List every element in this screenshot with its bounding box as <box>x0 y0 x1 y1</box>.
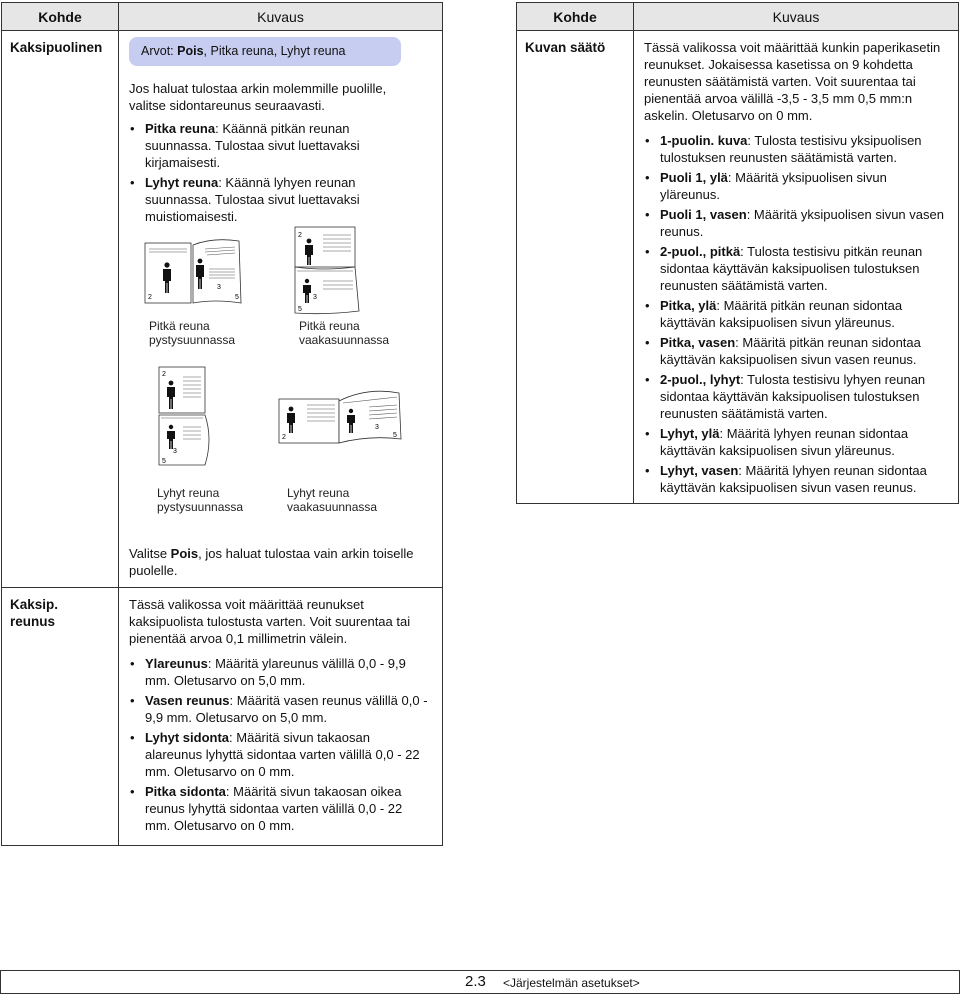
svg-text:5: 5 <box>235 294 239 301</box>
svg-text:2: 2 <box>148 294 152 301</box>
caption-long-edge-landscape: Pitkä reuna vaakasuunnassa <box>299 319 390 347</box>
duplex-outro: Valitse Pois, jos haluat tulostaa vain arkin toiselle puolelle. <box>129 546 414 578</box>
right-spec-table <box>516 2 959 504</box>
list-item: • Lyhyt, ylä: Määritä lyhyen reunan sidontaa käyttävän kaksipuolisen sivun yläreunus. <box>644 425 948 459</box>
row-key-kaksip-reunus: Kaksip. reunus <box>2 588 119 846</box>
row-key-kuvan-saato: Kuvan säätö <box>517 31 634 504</box>
image-adjust-bullets <box>644 132 948 496</box>
svg-text:5: 5 <box>298 306 302 313</box>
svg-text:2: 2 <box>162 371 166 378</box>
list-item: • Puoli 1, vasen: Määritä yksipuolisen sivun vasen reunus. <box>644 206 948 240</box>
list-item: • Lyhyt, vasen: Määritä lyhyen reunan sidontaa käyttävän kaksipuolisen sivun vasen reunus. <box>644 462 948 496</box>
caption-short-edge-landscape: Lyhyt reuna vaakasuunnassa <box>287 486 378 514</box>
long-edge-portrait-illustration <box>143 239 253 311</box>
left-spec-table <box>1 2 443 846</box>
margin-bullets <box>129 655 429 834</box>
svg-text:2: 2 <box>282 434 286 441</box>
caption-long-edge-portrait: Pitkä reuna pystysuunnassa <box>149 319 236 347</box>
caption-short-edge-portrait: Lyhyt reuna pystysuunnassa <box>157 486 244 514</box>
duplex-intro: Jos haluat tulostaa arkin molemmille puolille, valitse sidontareunus seuraavasti. <box>129 81 387 113</box>
list-item: • Pitka, vasen: Määritä pitkän reunan sidontaa käyttävän kaksipuolisen sivun vasen reunus. <box>644 334 948 368</box>
list-item: • Pitka sidonta: Määritä sivun takaosan oikea reunus lyhyttä sidontaa varten välillä 0,0 - 22 mm. Oletusarvo on 0 mm. <box>129 783 429 834</box>
list-item: • Pitka, ylä: Määritä pitkän reunan sidontaa käyttävän kaksipuolisen sivun yläreunus. <box>644 297 948 331</box>
right-header-kuvaus: Kuvaus <box>634 3 959 31</box>
short-edge-landscape-illustration <box>277 389 407 455</box>
list-item: • 2-puol., lyhyt: Tulosta testisivu lyhyen reunan sidontaa käyttävän kaksipuolisen tulostuksen reunusten säätämistä varten. <box>644 371 948 422</box>
chapter-title: <Järjestelmän asetukset> <box>503 976 640 990</box>
list-item: • Vasen reunus: Määritä vasen reunus välillä 0,0 - 9,9 mm. Oletusarvo on 5,0 mm. <box>129 692 429 726</box>
binding-figure <box>129 232 432 539</box>
list-item: • Lyhyt sidonta: Määritä sivun takaosan alareunus lyhyttä sidontaa varten välillä 0,0 - 22 mm. Oletusarvo on 0 mm. <box>129 729 429 780</box>
left-header-kuvaus: Kuvaus <box>119 3 443 31</box>
svg-text:3: 3 <box>217 284 221 291</box>
svg-text:3: 3 <box>173 448 177 455</box>
list-item: • Ylareunus: Määritä ylareunus välillä 0,0 - 9,9 mm. Oletusarvo on 5,0 mm. <box>129 655 429 689</box>
svg-text:3: 3 <box>313 294 317 301</box>
values-pill: Arvot: Pois, Pitka reuna, Lyhyt reuna <box>129 37 401 66</box>
short-edge-portrait-illustration <box>157 365 237 469</box>
row-key-kaksipuolinen: Kaksipuolinen <box>2 31 119 588</box>
long-edge-landscape-illustration <box>293 225 383 317</box>
left-header-kohde: Kohde <box>2 3 119 31</box>
list-item: • 1-puolin. kuva: Tulosta testisivu yksipuolisen tulostuksen reunusten säätämistä varten. <box>644 132 948 166</box>
list-item: • Pitka reuna: Käännä pitkän reunan suunnassa. Tulostaa sivut luettavaksi kirjamaisesti. <box>129 120 409 171</box>
page-number: 2.3 <box>465 973 486 990</box>
right-header-kohde: Kohde <box>517 3 634 31</box>
row-desc-kuvan-saato <box>634 31 959 504</box>
margin-intro: Tässä valikossa voit määrittää reunukset kaksipuolista tulostusta varten. Voit suurentaa tai pienentää arvoa 0,1 millimetrin välein. <box>129 597 411 646</box>
image-adjust-intro: Tässä valikossa voit määrittää kunkin paperikasetin reunukset. Jokaisessa kasetissa on 9 kohdetta reunusten säätämistä varten. Voit suurentaa tai pienentää arvoa välillä -3,5 - 3,5 mm 0,5 mm:n askelin. Oletusarvo on 0 mm. <box>644 40 941 123</box>
list-item: • Lyhyt reuna: Käännä lyhyen reunan suunnassa. Tulostaa sivut luettavaksi muistiomaisesti. <box>129 174 409 225</box>
svg-text:2: 2 <box>298 232 302 239</box>
duplex-bullets <box>129 120 409 225</box>
svg-text:5: 5 <box>393 432 397 439</box>
page-footer <box>0 970 960 994</box>
row-desc-kaksip-reunus <box>119 588 443 846</box>
svg-text:5: 5 <box>162 458 166 465</box>
row-desc-kaksipuolinen <box>119 31 443 588</box>
list-item: • Puoli 1, ylä: Määritä yksipuolisen sivun yläreunus. <box>644 169 948 203</box>
list-item: • 2-puol., pitkä: Tulosta testisivu pitkän reunan sidontaa käyttävän kaksipuolisen tulostuksen reunusten säätämistä varten. <box>644 243 948 294</box>
svg-text:3: 3 <box>375 424 379 431</box>
